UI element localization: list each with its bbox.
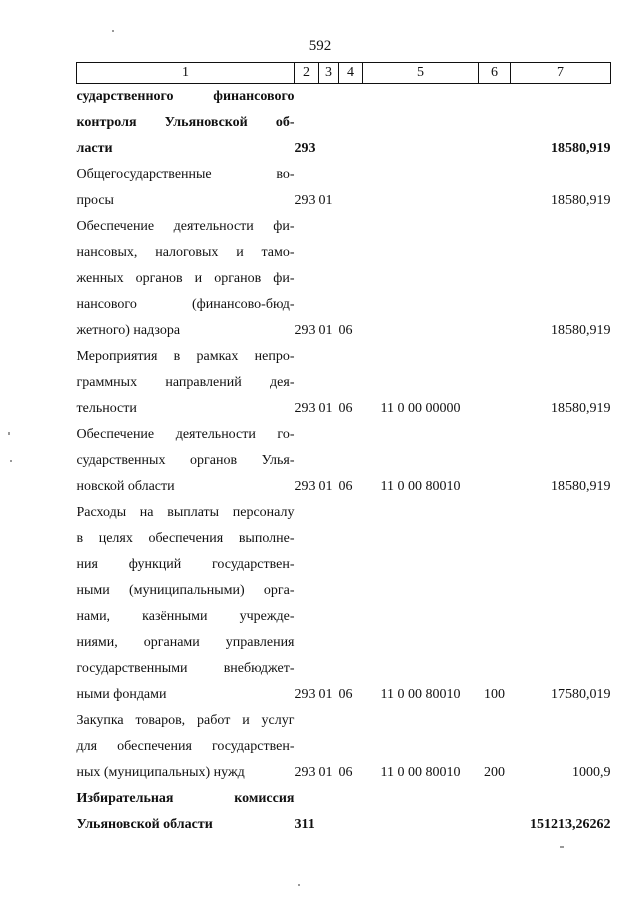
subsection-code — [339, 110, 363, 136]
amount — [511, 448, 611, 474]
expense-type-code — [479, 396, 511, 422]
column-header-1: 1 — [77, 63, 295, 84]
row-name-line: контроля Ульяновской об- — [76, 115, 295, 130]
section-code: 01 — [318, 323, 333, 338]
target-article-code — [363, 214, 479, 240]
subsection-code — [339, 214, 363, 240]
target-article-code — [363, 734, 479, 760]
row-name-line: Закупка товаров, работ и услуг — [76, 713, 295, 728]
target-article-code — [363, 786, 479, 812]
admin-code: 293 — [294, 479, 316, 494]
admin-code — [295, 422, 319, 448]
expense-type-code: 100 — [484, 687, 505, 702]
budget-table — [76, 62, 611, 838]
row-name-line: женных органов и органов фи- — [76, 271, 295, 286]
admin-code — [295, 448, 319, 474]
section-code — [319, 786, 339, 812]
row-name-line: тельности — [76, 401, 137, 416]
subsection-code — [339, 656, 363, 682]
admin-code — [295, 84, 319, 111]
section-code — [319, 136, 339, 162]
section-code — [319, 292, 339, 318]
section-code — [319, 266, 339, 292]
amount: 17580,019 — [551, 687, 611, 702]
subsection-code — [339, 240, 363, 266]
row-name-line: Общегосударственные во- — [76, 167, 295, 182]
admin-code — [295, 734, 319, 760]
subsection-code — [339, 136, 363, 162]
subsection-code — [339, 292, 363, 318]
target-article-code — [363, 344, 479, 370]
admin-code — [295, 344, 319, 370]
table-row — [77, 604, 611, 630]
header-row — [77, 63, 611, 84]
section-code — [319, 734, 339, 760]
expense-type-code — [479, 500, 511, 526]
expense-type-code — [479, 578, 511, 604]
subsection-code — [339, 266, 363, 292]
scan-speck — [298, 884, 300, 886]
row-name-line: нами, казёнными учрежде- — [76, 609, 295, 624]
amount — [511, 292, 611, 318]
admin-code: 293 — [294, 141, 316, 156]
row-name-line: жетного) надзора — [76, 323, 181, 338]
table-row — [77, 396, 611, 422]
amount — [511, 422, 611, 448]
row-name-line: ными (муниципальными) орга- — [76, 583, 295, 598]
column-header-2: 2 — [295, 63, 319, 84]
column-header-6: 6 — [479, 63, 511, 84]
target-article-code — [363, 526, 479, 552]
expense-type-code — [479, 136, 511, 162]
section-code — [319, 370, 339, 396]
admin-code — [295, 656, 319, 682]
section-code: 01 — [318, 687, 333, 702]
target-article-code — [363, 656, 479, 682]
table-row — [77, 552, 611, 578]
section-code — [319, 526, 339, 552]
admin-code — [295, 526, 319, 552]
row-name-line: Обеспечение деятельности фи- — [76, 219, 295, 234]
admin-code — [295, 162, 319, 188]
section-code — [319, 656, 339, 682]
expense-type-code — [479, 448, 511, 474]
amount: 18580,919 — [551, 401, 611, 416]
table-row — [77, 526, 611, 552]
row-name-line: в целях обеспечения выполне- — [76, 531, 295, 546]
amount — [511, 344, 611, 370]
target-article-code — [363, 162, 479, 188]
amount — [511, 370, 611, 396]
expense-type-code — [479, 214, 511, 240]
subsection-code — [339, 526, 363, 552]
table-row — [77, 240, 611, 266]
admin-code — [295, 110, 319, 136]
section-code — [319, 552, 339, 578]
target-article-code — [363, 266, 479, 292]
admin-code — [295, 292, 319, 318]
target-article-code — [363, 604, 479, 630]
section-code — [319, 214, 339, 240]
section-code — [319, 84, 339, 111]
target-article-code — [363, 630, 479, 656]
table-row — [77, 578, 611, 604]
amount — [511, 734, 611, 760]
admin-code: 293 — [294, 193, 316, 208]
amount — [511, 604, 611, 630]
target-article-code — [363, 84, 479, 111]
expense-type-code — [479, 786, 511, 812]
amount — [511, 656, 611, 682]
target-article-code — [363, 110, 479, 136]
amount: 151213,26262 — [530, 817, 611, 832]
admin-code — [295, 214, 319, 240]
expense-type-code — [479, 422, 511, 448]
expense-type-code — [479, 292, 511, 318]
table-row — [77, 448, 611, 474]
row-name-line: нансовых, налоговых и тамо- — [76, 245, 295, 260]
section-code: 01 — [318, 479, 333, 494]
expense-type-code — [479, 604, 511, 630]
section-code — [319, 422, 339, 448]
expense-type-code — [479, 734, 511, 760]
expense-type-code — [479, 630, 511, 656]
section-code: 01 — [318, 401, 333, 416]
row-name-line: государственными внебюджет- — [76, 661, 295, 676]
amount — [511, 526, 611, 552]
expense-type-code — [479, 110, 511, 136]
amount: 1000,9 — [572, 765, 611, 780]
target-article-code — [363, 448, 479, 474]
admin-code — [295, 708, 319, 734]
expense-type-code — [479, 266, 511, 292]
amount — [511, 266, 611, 292]
row-name-line: новской области — [76, 479, 175, 494]
amount — [511, 240, 611, 266]
table-row — [77, 630, 611, 656]
expense-type-code — [479, 318, 511, 344]
amount — [511, 110, 611, 136]
expense-type-code — [479, 708, 511, 734]
table-row — [77, 162, 611, 188]
admin-code: 311 — [294, 817, 315, 832]
target-article-code — [363, 552, 479, 578]
table-row — [77, 682, 611, 708]
table-row — [77, 318, 611, 344]
scan-speck — [8, 432, 10, 435]
table-row — [77, 110, 611, 136]
row-name-line: Ульяновской области — [76, 817, 213, 832]
table-row — [77, 500, 611, 526]
amount — [511, 708, 611, 734]
subsection-code — [339, 552, 363, 578]
subsection-code: 06 — [338, 323, 353, 338]
subsection-code — [339, 188, 363, 214]
target-article-code: 11 0 00 00000 — [380, 401, 461, 416]
subsection-code — [339, 734, 363, 760]
row-name-line: граммных направлений дея- — [76, 375, 295, 390]
amount — [511, 552, 611, 578]
section-code: 01 — [318, 765, 333, 780]
column-header-7: 7 — [511, 63, 611, 84]
admin-code — [295, 630, 319, 656]
expense-type-code — [479, 370, 511, 396]
target-article-code — [363, 292, 479, 318]
target-article-code — [363, 240, 479, 266]
subsection-code — [339, 604, 363, 630]
expense-type-code — [479, 526, 511, 552]
row-name-line: ными фондами — [76, 687, 167, 702]
page-number: 592 — [308, 38, 332, 54]
row-name-line: нансового (финансово-бюд- — [76, 297, 295, 312]
scan-speck — [560, 846, 564, 848]
scan-speck — [10, 460, 12, 462]
section-code — [319, 578, 339, 604]
section-code: 01 — [318, 193, 333, 208]
table-row — [77, 214, 611, 240]
row-name-line: Расходы на выплаты персоналу — [76, 505, 295, 520]
target-article-code: 11 0 00 80010 — [380, 687, 461, 702]
admin-code: 293 — [294, 687, 316, 702]
table-row — [77, 370, 611, 396]
table-body — [77, 84, 611, 839]
target-article-code — [363, 422, 479, 448]
column-header-3: 3 — [319, 63, 339, 84]
subsection-code — [339, 578, 363, 604]
amount — [511, 84, 611, 111]
section-code — [319, 500, 339, 526]
admin-code — [295, 370, 319, 396]
target-article-code — [363, 500, 479, 526]
expense-type-code — [479, 240, 511, 266]
subsection-code — [339, 422, 363, 448]
admin-code: 293 — [294, 401, 316, 416]
row-name-line: Обеспечение деятельности го- — [76, 427, 295, 442]
amount: 18580,919 — [551, 479, 611, 494]
amount: 18580,919 — [551, 141, 611, 156]
expense-type-code — [479, 552, 511, 578]
amount — [511, 578, 611, 604]
table-row — [77, 136, 611, 162]
subsection-code — [339, 344, 363, 370]
target-article-code — [363, 318, 479, 344]
section-code — [319, 344, 339, 370]
table-row — [77, 734, 611, 760]
expense-type-code — [479, 84, 511, 111]
admin-code — [295, 786, 319, 812]
target-article-code — [363, 370, 479, 396]
row-name-line: просы — [76, 193, 114, 208]
row-name-line: ных (муниципальных) нужд — [76, 765, 245, 780]
section-code — [319, 630, 339, 656]
section-code — [319, 448, 339, 474]
section-code — [319, 240, 339, 266]
amount — [511, 500, 611, 526]
expense-type-code — [479, 656, 511, 682]
subsection-code — [339, 812, 363, 838]
section-code — [319, 708, 339, 734]
row-name-line: Избирательная комиссия — [76, 791, 295, 806]
admin-code: 293 — [294, 765, 316, 780]
expense-type-code — [479, 162, 511, 188]
target-article-code — [363, 708, 479, 734]
target-article-code — [363, 136, 479, 162]
subsection-code: 06 — [338, 479, 353, 494]
table-row — [77, 656, 611, 682]
scan-speck — [112, 30, 114, 32]
column-header-5: 5 — [363, 63, 479, 84]
subsection-code — [339, 786, 363, 812]
expense-type-code — [479, 474, 511, 500]
table-row — [77, 188, 611, 214]
amount: 18580,919 — [551, 323, 611, 338]
target-article-code — [363, 812, 479, 838]
admin-code — [295, 552, 319, 578]
subsection-code — [339, 162, 363, 188]
row-name-line: Мероприятия в рамках непро- — [76, 349, 295, 364]
admin-code: 293 — [294, 323, 316, 338]
expense-type-code — [479, 188, 511, 214]
amount — [511, 162, 611, 188]
admin-code — [295, 604, 319, 630]
amount: 18580,919 — [551, 193, 611, 208]
subsection-code — [339, 500, 363, 526]
subsection-code: 06 — [338, 401, 353, 416]
table-row — [77, 812, 611, 838]
amount — [511, 214, 611, 240]
section-code — [319, 162, 339, 188]
subsection-code — [339, 630, 363, 656]
expense-type-code: 200 — [484, 765, 505, 780]
amount — [511, 630, 611, 656]
target-article-code: 11 0 00 80010 — [380, 479, 461, 494]
admin-code — [295, 500, 319, 526]
table-row — [77, 84, 611, 111]
section-code — [319, 110, 339, 136]
row-name-line: ласти — [76, 141, 113, 156]
table-row — [77, 266, 611, 292]
admin-code — [295, 578, 319, 604]
row-name-line: сударственного финансового — [76, 89, 295, 104]
subsection-code: 06 — [338, 765, 353, 780]
table-row — [77, 344, 611, 370]
admin-code — [295, 240, 319, 266]
column-header-4: 4 — [339, 63, 363, 84]
target-article-code: 11 0 00 80010 — [380, 765, 461, 780]
subsection-code: 06 — [338, 687, 353, 702]
target-article-code — [363, 578, 479, 604]
admin-code — [295, 266, 319, 292]
expense-type-code — [479, 344, 511, 370]
row-name-line: сударственных органов Улья- — [76, 453, 295, 468]
subsection-code — [339, 370, 363, 396]
table-row — [77, 474, 611, 500]
table-row — [77, 786, 611, 812]
row-name-line: ниями, органами управления — [76, 635, 295, 650]
row-name-line: для обеспечения государствен- — [76, 739, 295, 754]
table-row — [77, 292, 611, 318]
section-code — [319, 604, 339, 630]
expense-type-code — [479, 812, 511, 838]
section-code — [319, 812, 339, 838]
subsection-code — [339, 448, 363, 474]
row-name-line: ния функций государствен- — [76, 557, 295, 572]
target-article-code — [363, 188, 479, 214]
subsection-code — [339, 84, 363, 111]
subsection-code — [339, 708, 363, 734]
table-row — [77, 422, 611, 448]
amount — [511, 786, 611, 812]
table-row — [77, 760, 611, 786]
table-row — [77, 708, 611, 734]
